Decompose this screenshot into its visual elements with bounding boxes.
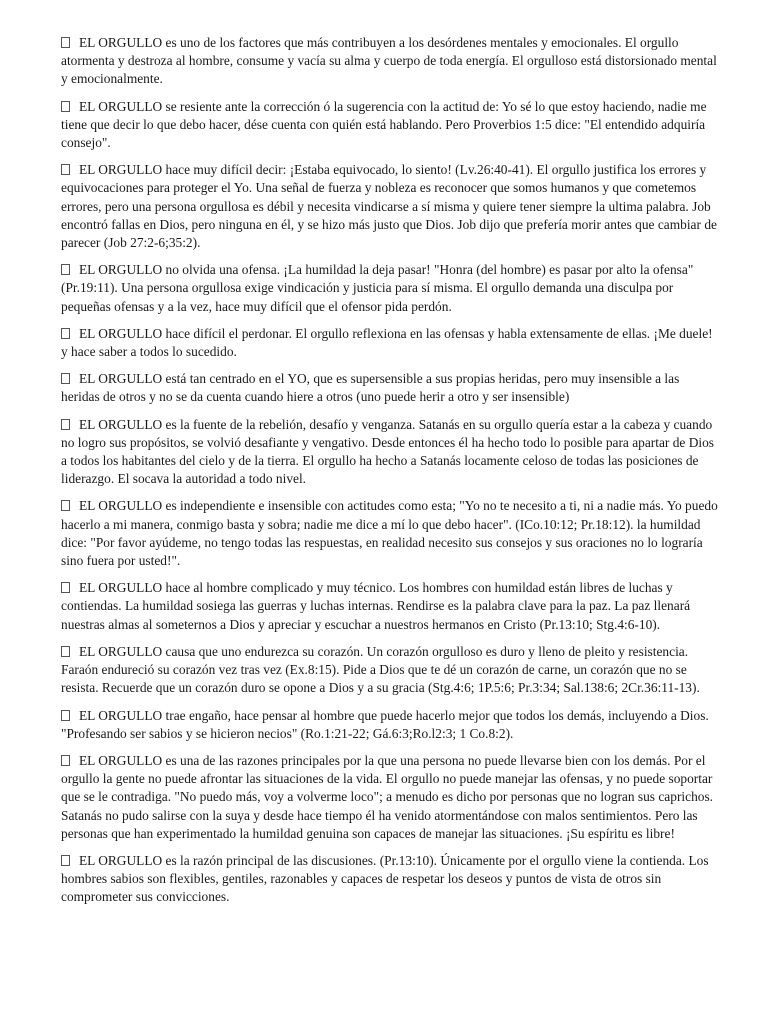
paragraph-13 (61, 852, 721, 907)
document-body (61, 34, 721, 916)
paragraph-6 (61, 370, 721, 406)
bullet-box-icon (61, 419, 70, 430)
paragraph-1 (61, 34, 721, 89)
paragraph-10 (61, 643, 721, 698)
paragraph-12 (61, 752, 721, 843)
paragraph-4 (61, 261, 721, 316)
paragraph-7 (61, 416, 721, 489)
paragraph-text: EL ORGULLO no olvida una ofensa. ¡La humildad la deja pasar! "Honra (del hombre) es pasar por alto la ofensa" (Pr.19:11). Una persona orgullosa exige vindicación y justicia para sí misma. El orgullo demanda una disculpa por pequeñas ofensas y a la vez, hace muy difícil que el ofensor pida perdón. (61, 262, 694, 314)
paragraph-3 (61, 161, 721, 252)
bullet-box-icon (61, 755, 70, 766)
paragraph-text: EL ORGULLO es uno de los factores que más contribuyen a los desórdenes mentales y emocionales. El orgullo atormenta y destroza al hombre, consume y vacía su alma y cuerpo de toda energía. El orgulloso está distorsionado mental y emocionalmente. (61, 35, 717, 87)
paragraph-5 (61, 325, 721, 361)
paragraph-text: EL ORGULLO causa que uno endurezca su corazón. Un corazón orgulloso es duro y lleno de pleito y resistencia. Faraón endureció su corazón vez tras vez (Ex.8:15). Pide a Dios que te dé un corazón de carne, un corazón que no se resista. Recuerde que un corazón duro se opone a Dios y a su gracia (Stg.4:6; 1P.5:6; Pr.3:34; Sal.138:6; 2Cr.36:11-13). (61, 643, 700, 696)
paragraph-text: EL ORGULLO es una de las razones principales por la que una persona no puede llevarse bien con los demás. Por el orgullo la gente no puede afrontar las situaciones de la vida. El orgullo no puede manejar las ofensas, y no puede soportar que se le contradiga. "No puedo más, voy a volverme loco"; a menudo es dicho por personas que no logran sus caprichos. Satanás no pudo salirse con la suya y desde hace tiempo él ha venido atormentándose con malos sentimientos. Pero las personas que han experimentado la humildad genuina son capaces de manejar las situaciones. ¡Su espíritu es libre! (61, 752, 714, 841)
paragraph-text: EL ORGULLO hace difícil el perdonar. El orgullo reflexiona en las ofensas y habla extensamente de ellas. ¡Me duele! y hace saber a todos lo sucedido. (61, 325, 713, 360)
paragraph-text: EL ORGULLO se resiente ante la corrección ó la sugerencia con la actitud de: Yo sé lo que estoy haciendo, nadie me tiene que decir lo que debo hacer, dése cuenta con quién está hablando. Pero Proverbios 1:5 dice: "El entendido adquiría consejo". (61, 98, 707, 151)
bullet-box-icon (61, 855, 70, 866)
paragraph-text: EL ORGULLO está tan centrado en el YO, que es supersensible a sus propias heridas, pero muy insensible a las heridas de otros y no se da cuenta cuando hiere a otros (uno puede herir a otro y ser insensible) (61, 371, 680, 405)
paragraph-text: EL ORGULLO hace al hombre complicado y muy técnico. Los hombres con humildad están libres de luchas y contiendas. La humildad sosiega las guerras y luchas internas. Rendirse es la palabra clave para la paz. La paz llenará nuestras almas al someternos a Dios y apreciar y escuchar a nuestros hermanos en Cristo (Pr.13:10; Stg.4:6-10). (61, 580, 691, 632)
bullet-box-icon (61, 164, 70, 175)
paragraph-text: EL ORGULLO es independiente e insensible con actitudes como esta; "Yo no te necesito a ti, ni a nadie más. Yo puedo hacerlo a mi manera, conmigo basta y sobra; nadie me dice a mí lo que debo hacer". (ICo.10:12; Pr.18:12). la humildad dice: "Por favor ayúdeme, no tengo todas las respuestas, en realidad necesito sus consejos y sus oraciones no lo lograría sino fuera por usted!". (61, 498, 718, 569)
bullet-box-icon (61, 373, 70, 384)
paragraph-text: EL ORGULLO hace muy difícil decir: ¡Estaba equivocado, lo siento! (Lv.26:40-41). El orgullo justifica los errores y equivocaciones para proteger el Yo. Una señal de fuerza y nobleza es reconocer que somos humanos y que cometemos errores, pero una persona orgullosa es débil y necesita vindicarse a sí misma y quiere tener siempre la ultima palabra. Job encontró fallas en Dios, pero ninguna en él, y se hizo más justo que Dios. Job dijo que prefería morir antes que cambiar de parecer (Job 27:2-6;35:2). (61, 162, 717, 251)
bullet-box-icon (61, 500, 70, 511)
bullet-box-icon (61, 710, 70, 721)
paragraph-8 (61, 497, 721, 570)
paragraph-text: EL ORGULLO es la fuente de la rebelión, desafío y venganza. Satanás en su orgullo quería estar a la cabeza y cuando no logro sus propósitos, se volvió desafiante y vengativo. Desde entonces él ha hecho todo lo posible para apartar de Dios a todos los habitantes del cielo y de la tierra. El orgullo ha hecho a Satanás locamente celoso de todas las posiciones de liderazgo. El socava la autoridad a todo nivel. (61, 416, 715, 487)
paragraph-11 (61, 707, 721, 743)
paragraph-9 (61, 579, 721, 634)
bullet-box-icon (61, 101, 70, 112)
paragraph-text: EL ORGULLO trae engaño, hace pensar al hombre que puede hacerlo mejor que todos los demás, incluyendo a Dios. "Profesando ser sabios y se hicieron necios" (Ro.1:21-22; Gá.6:3;Ro.l2:3; 1 Co.8:2). (61, 707, 709, 741)
bullet-box-icon (61, 264, 70, 275)
bullet-box-icon (61, 328, 70, 339)
paragraph-text: EL ORGULLO es la razón principal de las discusiones. (Pr.13:10). Únicamente por el orgullo viene la contienda. Los hombres sabios son flexibles, gentiles, razonables y capaces de respetar los deseos y puntos de vista de otros sin comprometer sus convicciones. (61, 852, 709, 905)
paragraph-2 (61, 98, 721, 153)
bullet-box-icon (61, 37, 70, 48)
bullet-box-icon (61, 646, 70, 657)
bullet-box-icon (61, 582, 70, 593)
